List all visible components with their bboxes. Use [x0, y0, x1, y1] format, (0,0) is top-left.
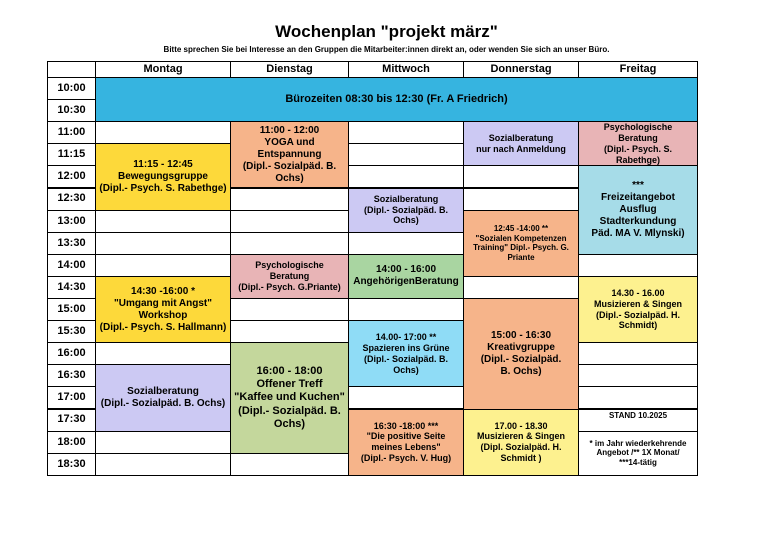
- empty-slot: [348, 298, 464, 321]
- event-line: Päd. MA V. Mlynski): [591, 228, 685, 240]
- event-line: 15:00 - 16:30: [490, 329, 552, 341]
- event-line: Musizieren & Singen: [476, 431, 565, 442]
- event-line: Workshop: [138, 309, 188, 321]
- event-line: (Dipl.- Sozialpäd. B. Ochs): [100, 397, 226, 409]
- event-line: (Dipl.- Psych. S. Rabethge): [99, 182, 227, 194]
- event-di-psych: [230, 254, 349, 299]
- empty-slot: [95, 342, 231, 365]
- header-corner: [47, 61, 96, 78]
- event-do-sozial: [463, 121, 579, 166]
- event-line: 11:15 - 12:45: [133, 158, 193, 170]
- event-mi-sozial: [348, 188, 464, 233]
- event-line: Bürozeiten 08:30 bis 12:30 (Fr. A Friedrich): [285, 93, 508, 105]
- empty-slot: [230, 188, 349, 211]
- time-slot: 10:30: [47, 99, 96, 122]
- event-mi-seite: [348, 409, 464, 476]
- event-line: "Umgang mit Angst": [114, 297, 212, 309]
- event-line: Schmidt ): [500, 452, 542, 463]
- event-line: Sozialberatung: [373, 193, 439, 204]
- event-line: Psychologische: [255, 260, 324, 271]
- event-buero: [95, 77, 698, 122]
- event-di-yoga: [230, 121, 349, 188]
- empty-slot: [348, 232, 464, 255]
- empty-slot: [348, 121, 464, 144]
- event-line: Schmidt): [618, 320, 658, 331]
- event-line: 14.30 - 16.00: [611, 287, 665, 298]
- empty-slot: [95, 121, 231, 144]
- day-header-2: Dienstag: [230, 61, 349, 78]
- event-line: (Dipl.- Psych. S. Rabethge): [603, 143, 672, 165]
- event-line: AngehörigenBeratung: [353, 276, 459, 288]
- event-mo-sozial: [95, 364, 231, 431]
- empty-slot: [95, 210, 231, 233]
- time-slot: 11:15: [47, 143, 96, 166]
- event-line: Freizeitangebot: [601, 192, 675, 204]
- event-line: Beratung: [269, 270, 310, 281]
- event-line: Bewegungsgruppe: [117, 170, 208, 182]
- event-line: Ochs): [393, 364, 419, 375]
- day-header-3: Mittwoch: [348, 61, 464, 78]
- time-slot: 18:00: [47, 431, 96, 454]
- time-slot: 11:00: [47, 121, 96, 144]
- time-slot: 13:30: [47, 232, 96, 255]
- empty-slot: [95, 232, 231, 255]
- event-line: (Dipl.- Sozialpäd. H.: [595, 309, 680, 320]
- empty-slot: [463, 188, 579, 211]
- empty-slot: [578, 364, 698, 387]
- event-line: "Sozialen Kompetenzen: [475, 233, 567, 243]
- time-slot: 18:30: [47, 453, 96, 476]
- event-line: ***: [632, 180, 644, 192]
- empty-slot: [348, 143, 464, 166]
- event-mo-bewegung: [95, 143, 231, 210]
- event-mo-angst: [95, 276, 231, 343]
- time-slot: 13:00: [47, 210, 96, 233]
- event-line: Musizieren & Singen: [593, 298, 682, 309]
- event-line: B. Ochs): [500, 365, 542, 377]
- event-line: meines Lebens": [371, 442, 441, 453]
- event-do-musik: [463, 409, 579, 476]
- event-mi-angeh: [348, 254, 464, 299]
- empty-slot: [230, 232, 349, 255]
- time-slot: 15:30: [47, 320, 96, 343]
- time-slot: 10:00: [47, 77, 96, 100]
- time-slot: 15:00: [47, 298, 96, 321]
- event-line: Sozialberatung: [127, 385, 199, 397]
- event-line: (Dipl.- Sozialpäd. B.: [363, 353, 448, 364]
- event-line: "Die positive Seite: [366, 431, 446, 442]
- empty-slot: [463, 165, 579, 188]
- event-line: 11:00 - 12:00: [259, 124, 320, 136]
- event-do-kompetenz: [463, 210, 579, 277]
- event-line: "Kaffee und Kuchen": [234, 391, 345, 404]
- time-slot: 17:30: [47, 409, 96, 432]
- event-line: (Dipl.- Sozialpäd. B. Ochs): [363, 204, 448, 226]
- event-line: Psychologische: [603, 122, 673, 133]
- event-line: (Dipl.- Psych. V. Hug): [360, 452, 452, 463]
- empty-slot: [230, 320, 349, 343]
- event-di-treff: [230, 342, 349, 454]
- event-line: 14:00 - 16:00: [375, 264, 437, 276]
- event-line: Sozialberatung: [488, 132, 554, 143]
- empty-slot: [348, 165, 464, 188]
- time-slot: 16:00: [47, 342, 96, 365]
- page-subtitle: Bitte sprechen Sie bei Interesse an den Gruppen die Mitarbeiter:innen direkt an, oder wenden Sie sich an unser Büro.: [163, 45, 610, 54]
- event-line: Offener Treff: [256, 378, 323, 391]
- time-slot: 12:00: [47, 165, 96, 188]
- event-line: Priante: [507, 252, 535, 262]
- event-line: Ausflug: [619, 204, 657, 216]
- empty-slot: [95, 431, 231, 454]
- event-line: STAND 10.2025: [608, 410, 668, 420]
- event-line: ***14-tätig: [619, 457, 657, 467]
- event-mi-spazieren: [348, 320, 464, 387]
- event-line: Stadterkundung: [599, 216, 677, 228]
- event-line: YOGA und: [264, 136, 315, 148]
- empty-slot: [578, 254, 698, 277]
- event-line: nur nach Anmeldung: [476, 143, 566, 154]
- empty-slot: [578, 342, 698, 365]
- event-line: 16:30 -18:00 ***: [373, 420, 439, 431]
- event-do-kreativ: [463, 298, 579, 410]
- day-header-4: Donnerstag: [463, 61, 579, 78]
- event-fr-legend: [578, 431, 698, 476]
- day-header-1: Montag: [95, 61, 231, 78]
- event-fr-freizeit: [578, 165, 698, 254]
- event-line: 14.00- 17:00 **: [375, 332, 437, 343]
- event-line: * im Jahr wiederkehrende: [589, 438, 687, 448]
- event-line: (Dipl.- Sozialpäd. B. Ochs): [238, 404, 341, 430]
- event-line: (Dipl.- Sozialpäd.: [480, 353, 562, 365]
- event-line: 16:00 - 18:00: [256, 364, 323, 377]
- event-line: Angebot /** 1X Monat/: [596, 448, 680, 458]
- event-line: Training" Dipl.- Psych. G.: [473, 243, 569, 253]
- event-line: 14:30 -16:00 *: [131, 285, 195, 297]
- empty-slot: [95, 254, 231, 277]
- event-line: Entspannung: [257, 148, 322, 160]
- time-slot: 14:00: [47, 254, 96, 277]
- event-line: (Dipl.- Sozialpäd. B. Ochs): [242, 160, 337, 184]
- event-line: (Dipl. Sozialpäd. H.: [480, 442, 562, 453]
- empty-slot: [230, 210, 349, 233]
- day-header-5: Freitag: [578, 61, 698, 78]
- empty-slot: [230, 298, 349, 321]
- event-fr-psych: [578, 121, 698, 166]
- empty-slot: [463, 276, 579, 299]
- event-line: Kreativgruppe: [487, 341, 555, 353]
- empty-slot: [578, 386, 698, 409]
- event-fr-musik: [578, 276, 698, 343]
- event-line: (Dipl.- Psych. G.Priante): [238, 281, 341, 292]
- event-line: Spazieren ins Grüne: [362, 342, 450, 353]
- time-slot: 14:30: [47, 276, 96, 299]
- time-slot: 16:30: [47, 364, 96, 387]
- event-fr-stand: [578, 409, 698, 432]
- time-slot: 17:00: [47, 386, 96, 409]
- page-title: Wochenplan "projekt märz": [275, 22, 498, 41]
- event-line: 12:45 -14:00 **: [493, 224, 549, 234]
- time-slot: 12:30: [47, 188, 96, 211]
- event-line: (Dipl.- Psych. S. Hallmann): [99, 321, 227, 333]
- empty-slot: [95, 453, 231, 476]
- event-line: Beratung: [618, 132, 658, 143]
- event-line: 17.00 - 18.30: [494, 420, 548, 431]
- empty-slot: [348, 386, 464, 409]
- empty-slot: [230, 453, 349, 476]
